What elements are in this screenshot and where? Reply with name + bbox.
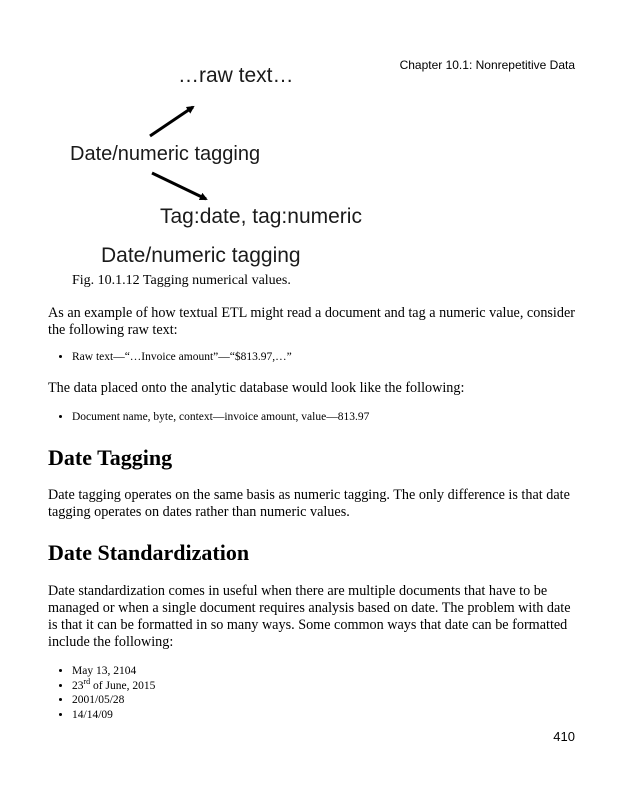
date-format-list [48,664,155,722]
figure-raw-text-label: …raw text… [178,64,294,87]
date-standardization-paragraph: Date standardization comes in useful when there are multiple documents that have to be managed or when a single document requires analysis based on date. The problem with date is that it can be formatted in so many ways. Some common ways that date can be formatted include the following: [48,583,571,650]
result-list [48,410,369,425]
date-standardization-heading: Date Standardization [48,540,250,565]
date-tagging-heading: Date Tagging [48,445,173,470]
figure-subtitle: Date/numeric tagging [101,244,301,267]
arrow-up-icon [150,107,193,136]
tagging-figure [0,0,617,270]
chapter-header: Chapter 10.1: Nonrepetitive Data [399,58,575,72]
list-item: • Document name, byte, context—invoice amount, value—813.97 [72,410,369,425]
page-number: 410 [553,729,575,744]
figure-arrows [0,0,617,270]
intro-paragraph: As an example of how textual ETL might read a document and tag a numeric value, consider the following raw text: [48,305,575,338]
list-item: • May 13, 2104 [72,664,155,679]
list-item: • Raw text—“…Invoice amount”—“$813.97,…” [72,350,292,365]
date-rest: of June, 2015 [90,679,156,692]
arrow-down-icon [152,173,206,199]
figure-tags-label: Tag:date, tag:numeric [160,205,362,228]
list-item [72,676,156,694]
ordinal-number: 23 [72,679,84,692]
date-tagging-paragraph: Date tagging operates on the same basis as numeric tagging. The only difference is that date tagging operates on dates rather than numeric values. [48,487,570,520]
figure-caption: Fig. 10.1.12 Tagging numerical values. [72,273,291,288]
figure-process-label: Date/numeric tagging [70,143,261,165]
ordinal-suffix: rd [83,676,91,686]
list-item: • 14/14/09 [72,708,155,723]
intro-list [48,350,292,365]
list-item: • 2001/05/28 [72,693,155,708]
result-paragraph: The data placed onto the analytic database would look like the following: [48,380,465,396]
